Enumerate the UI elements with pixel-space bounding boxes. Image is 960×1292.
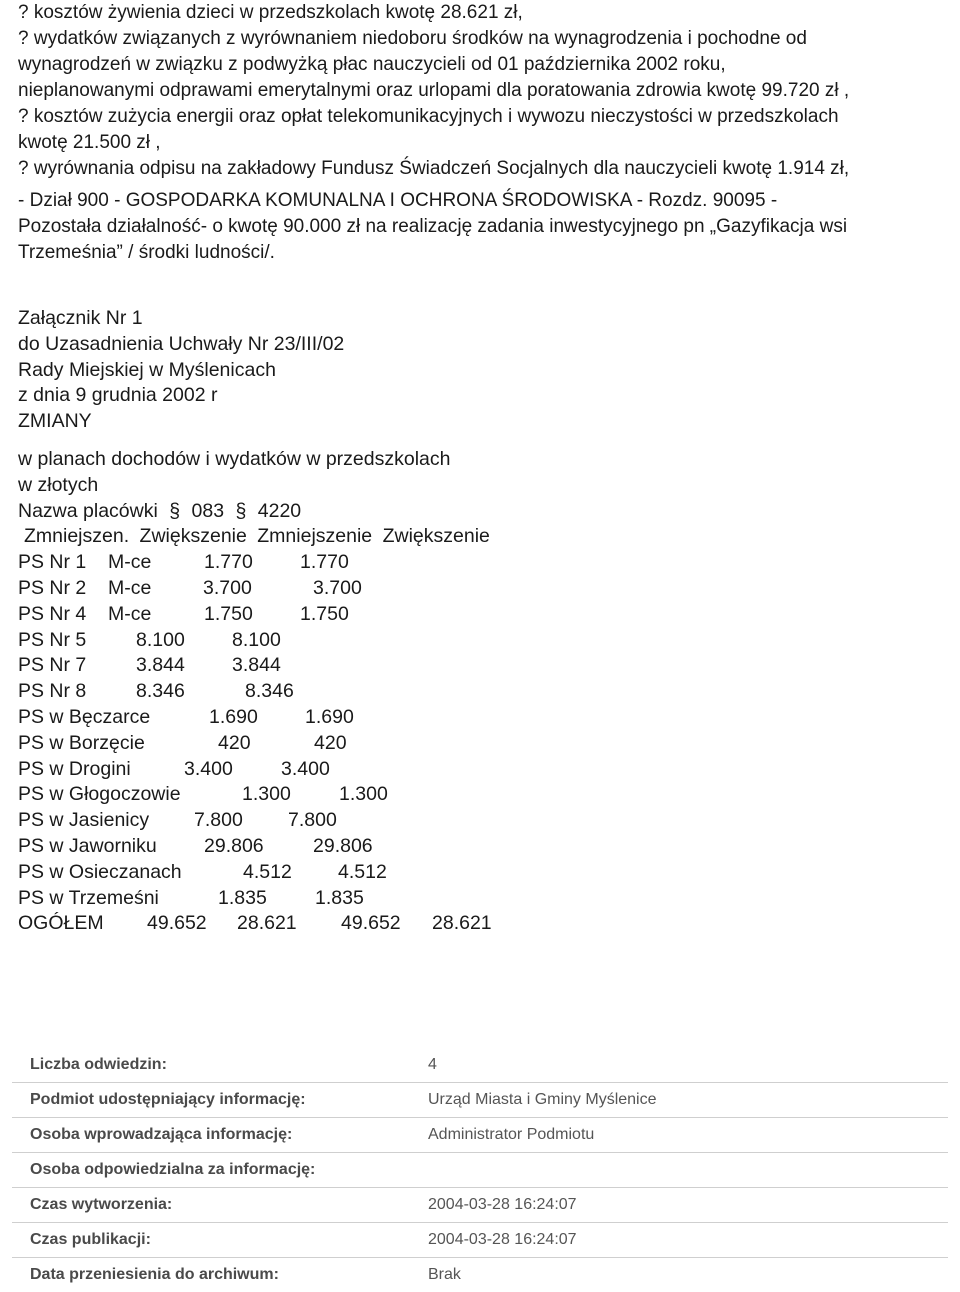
text-line: kwotę 21.500 zł , [18, 132, 161, 153]
spacer [18, 435, 490, 447]
table-row [18, 576, 490, 602]
row-name: PS w Jasienicy [18, 809, 150, 832]
total-label: OGÓŁEM [18, 912, 104, 935]
metadata-row [12, 1048, 948, 1083]
row-value: 29.806 [313, 834, 373, 857]
row-name: PS w Borzęcie [18, 731, 145, 754]
metadata-table [12, 1048, 948, 1292]
metadata-value [410, 1153, 948, 1188]
row-value: 3.700 [313, 576, 362, 599]
row-value: 7.800 [194, 809, 243, 832]
total-value: 28.621 [432, 912, 492, 935]
row-value: 1.300 [339, 783, 388, 806]
metadata-key: Czas wytworzenia: [12, 1188, 410, 1223]
row-name: PS w Drogini [18, 757, 131, 780]
table-row [18, 628, 490, 654]
section-icon: § [169, 498, 181, 523]
row-value: 29.806 [204, 834, 264, 857]
total-value: 49.652 [341, 912, 401, 935]
row-value: 4.512 [338, 860, 387, 883]
table-row [18, 834, 490, 860]
table-row [18, 731, 490, 757]
row-value: 1.690 [305, 705, 354, 728]
row-value: 8.100 [136, 628, 185, 651]
metadata-row [12, 1118, 948, 1153]
table-row [18, 782, 490, 808]
table-row [18, 653, 490, 679]
table-row [18, 705, 490, 731]
row-value: 1.750 [204, 602, 253, 625]
column-header: Zwiększenie [382, 525, 490, 548]
metadata-value: 2004-03-28 16:24:07 [410, 1188, 948, 1223]
table-row [18, 679, 490, 705]
column-header: Zmniejszenie [257, 525, 373, 548]
text-line: ? wyrównania odpisu na zakładowy Fundusz Świadczeń Socjalnych dla nauczycieli kwotę 1.914 zł, [18, 158, 850, 179]
row-value: 1.750 [300, 602, 349, 625]
row-value: 3.400 [281, 757, 330, 780]
table-row [18, 757, 490, 783]
metadata-value: Administrator Podmiotu [410, 1118, 948, 1153]
text-line: ? wydatków związanych z wyrównaniem niedoboru środków na wynagrodzenia i pochodne od [18, 28, 807, 49]
total-value: 49.652 [147, 912, 207, 935]
row-name: PS Nr 8 [18, 680, 87, 703]
row-name: PS w Bęczarce [18, 705, 151, 728]
metadata-key: Podmiot udostępniający informację: [12, 1083, 410, 1118]
row-name: PS Nr 1 [18, 551, 87, 574]
text-line: Trzemeśnia” / środki ludności/. [18, 242, 275, 263]
column-header: Zwiększenie [139, 525, 247, 548]
attachment-line: do Uzasadnienia Uchwały Nr 23/III/02 [18, 332, 345, 355]
row-value: 1.770 [204, 551, 253, 574]
row-value: 1.690 [209, 705, 258, 728]
row-name: PS w Głogoczowie [18, 783, 181, 806]
table-header-codes [18, 499, 490, 525]
metadata-key: Czas publikacji: [12, 1223, 410, 1258]
row-name: PS w Osieczanach [18, 860, 182, 883]
row-name: PS w Jaworniku [18, 834, 157, 857]
header-name: Nazwa placówki [18, 499, 158, 522]
table-row [18, 550, 490, 576]
row-name: PS Nr 2 [18, 576, 87, 599]
attachment-line: w złotych [18, 473, 99, 496]
row-name: PS Nr 5 [18, 628, 87, 651]
row-value: 4.512 [243, 860, 292, 883]
table-row [18, 886, 490, 912]
attachment-line: Rady Miejskiej w Myślenicach [18, 358, 276, 381]
section-icon: § [235, 498, 247, 523]
row-name: PS w Trzemeśni [18, 886, 159, 909]
budget-text [18, 0, 953, 266]
text-line: - Dział 900 - GOSPODARKA KOMUNALNA I OCHRONA ŚRODOWISKA - Rozdz. 90095 - [18, 190, 778, 211]
metadata-key: Liczba odwiedzin: [30, 1056, 167, 1073]
table-row [18, 808, 490, 834]
row-value: 3.400 [184, 757, 233, 780]
row-value: 8.346 [245, 680, 294, 703]
text-line: Pozostała działalność- o kwotę 90.000 zł na realizację zadania inwestycyjnego pn „Gazyfikacja wsi [18, 216, 848, 237]
row-location: M-ce [108, 576, 152, 599]
table-body [18, 550, 490, 937]
header-code: 083 [191, 499, 225, 522]
row-value: 3.700 [203, 576, 252, 599]
header-code: 4220 [257, 499, 302, 522]
row-value: 7.800 [288, 809, 337, 832]
metadata-row [12, 1258, 948, 1292]
metadata-key: Data przeniesienia do archiwum: [12, 1258, 410, 1292]
text-line: wynagrodzeń w związku z podwyżką płac nauczycieli od 01 października 2002 roku, [18, 54, 726, 75]
text-line: nieplanowanymi odprawami emerytalnymi oraz urlopami dla poratowania zdrowia kwotę 99.720 zł , [18, 80, 850, 101]
metadata-key: Osoba wprowadzająca informację: [12, 1118, 410, 1153]
total-value: 28.621 [237, 912, 297, 935]
attachment-heading: ZMIANY [18, 410, 92, 433]
row-value: 420 [314, 731, 347, 754]
metadata-row [12, 1188, 948, 1223]
row-name: PS Nr 4 [18, 602, 87, 625]
text-line: ? kosztów żywienia dzieci w przedszkolach kwotę 28.621 zł, [18, 2, 523, 23]
row-value: 1.835 [218, 886, 267, 909]
table-row [18, 602, 490, 628]
row-value: 1.300 [242, 783, 291, 806]
row-value: 3.844 [136, 654, 185, 677]
metadata-value: Urząd Miasta i Gminy Myślenice [410, 1083, 948, 1118]
row-value: 1.770 [300, 551, 349, 574]
metadata-value: 4 [428, 1056, 437, 1073]
attachment-line: z dnia 9 grudnia 2002 r [18, 384, 218, 407]
row-name: PS Nr 7 [18, 654, 87, 677]
metadata-row [12, 1153, 948, 1188]
row-value: 1.835 [315, 886, 364, 909]
table-row [18, 860, 490, 886]
metadata-value: 2004-03-28 16:24:07 [410, 1223, 948, 1258]
metadata-key: Osoba odpowiedzialna za informację: [12, 1153, 410, 1188]
column-header: Zmniejszen. [24, 525, 130, 548]
metadata-value: Brak [410, 1258, 948, 1292]
row-location: M-ce [108, 551, 152, 574]
row-value: 420 [218, 731, 251, 754]
attachment-line: w planach dochodów i wydatków w przedszkolach [18, 447, 451, 470]
row-value: 3.844 [232, 654, 281, 677]
row-location: M-ce [108, 602, 152, 625]
table-header-columns [18, 524, 490, 550]
row-value: 8.346 [136, 680, 185, 703]
total-row [18, 911, 490, 937]
attachment-title: Załącznik Nr 1 [18, 307, 143, 329]
attachment-section [18, 306, 490, 937]
row-value: 8.100 [232, 628, 281, 651]
metadata-row [12, 1083, 948, 1118]
metadata-row [12, 1223, 948, 1258]
text-line: ? kosztów zużycia energii oraz opłat telekomunikacyjnych i wywozu nieczystości w przedszkolach [18, 106, 839, 127]
